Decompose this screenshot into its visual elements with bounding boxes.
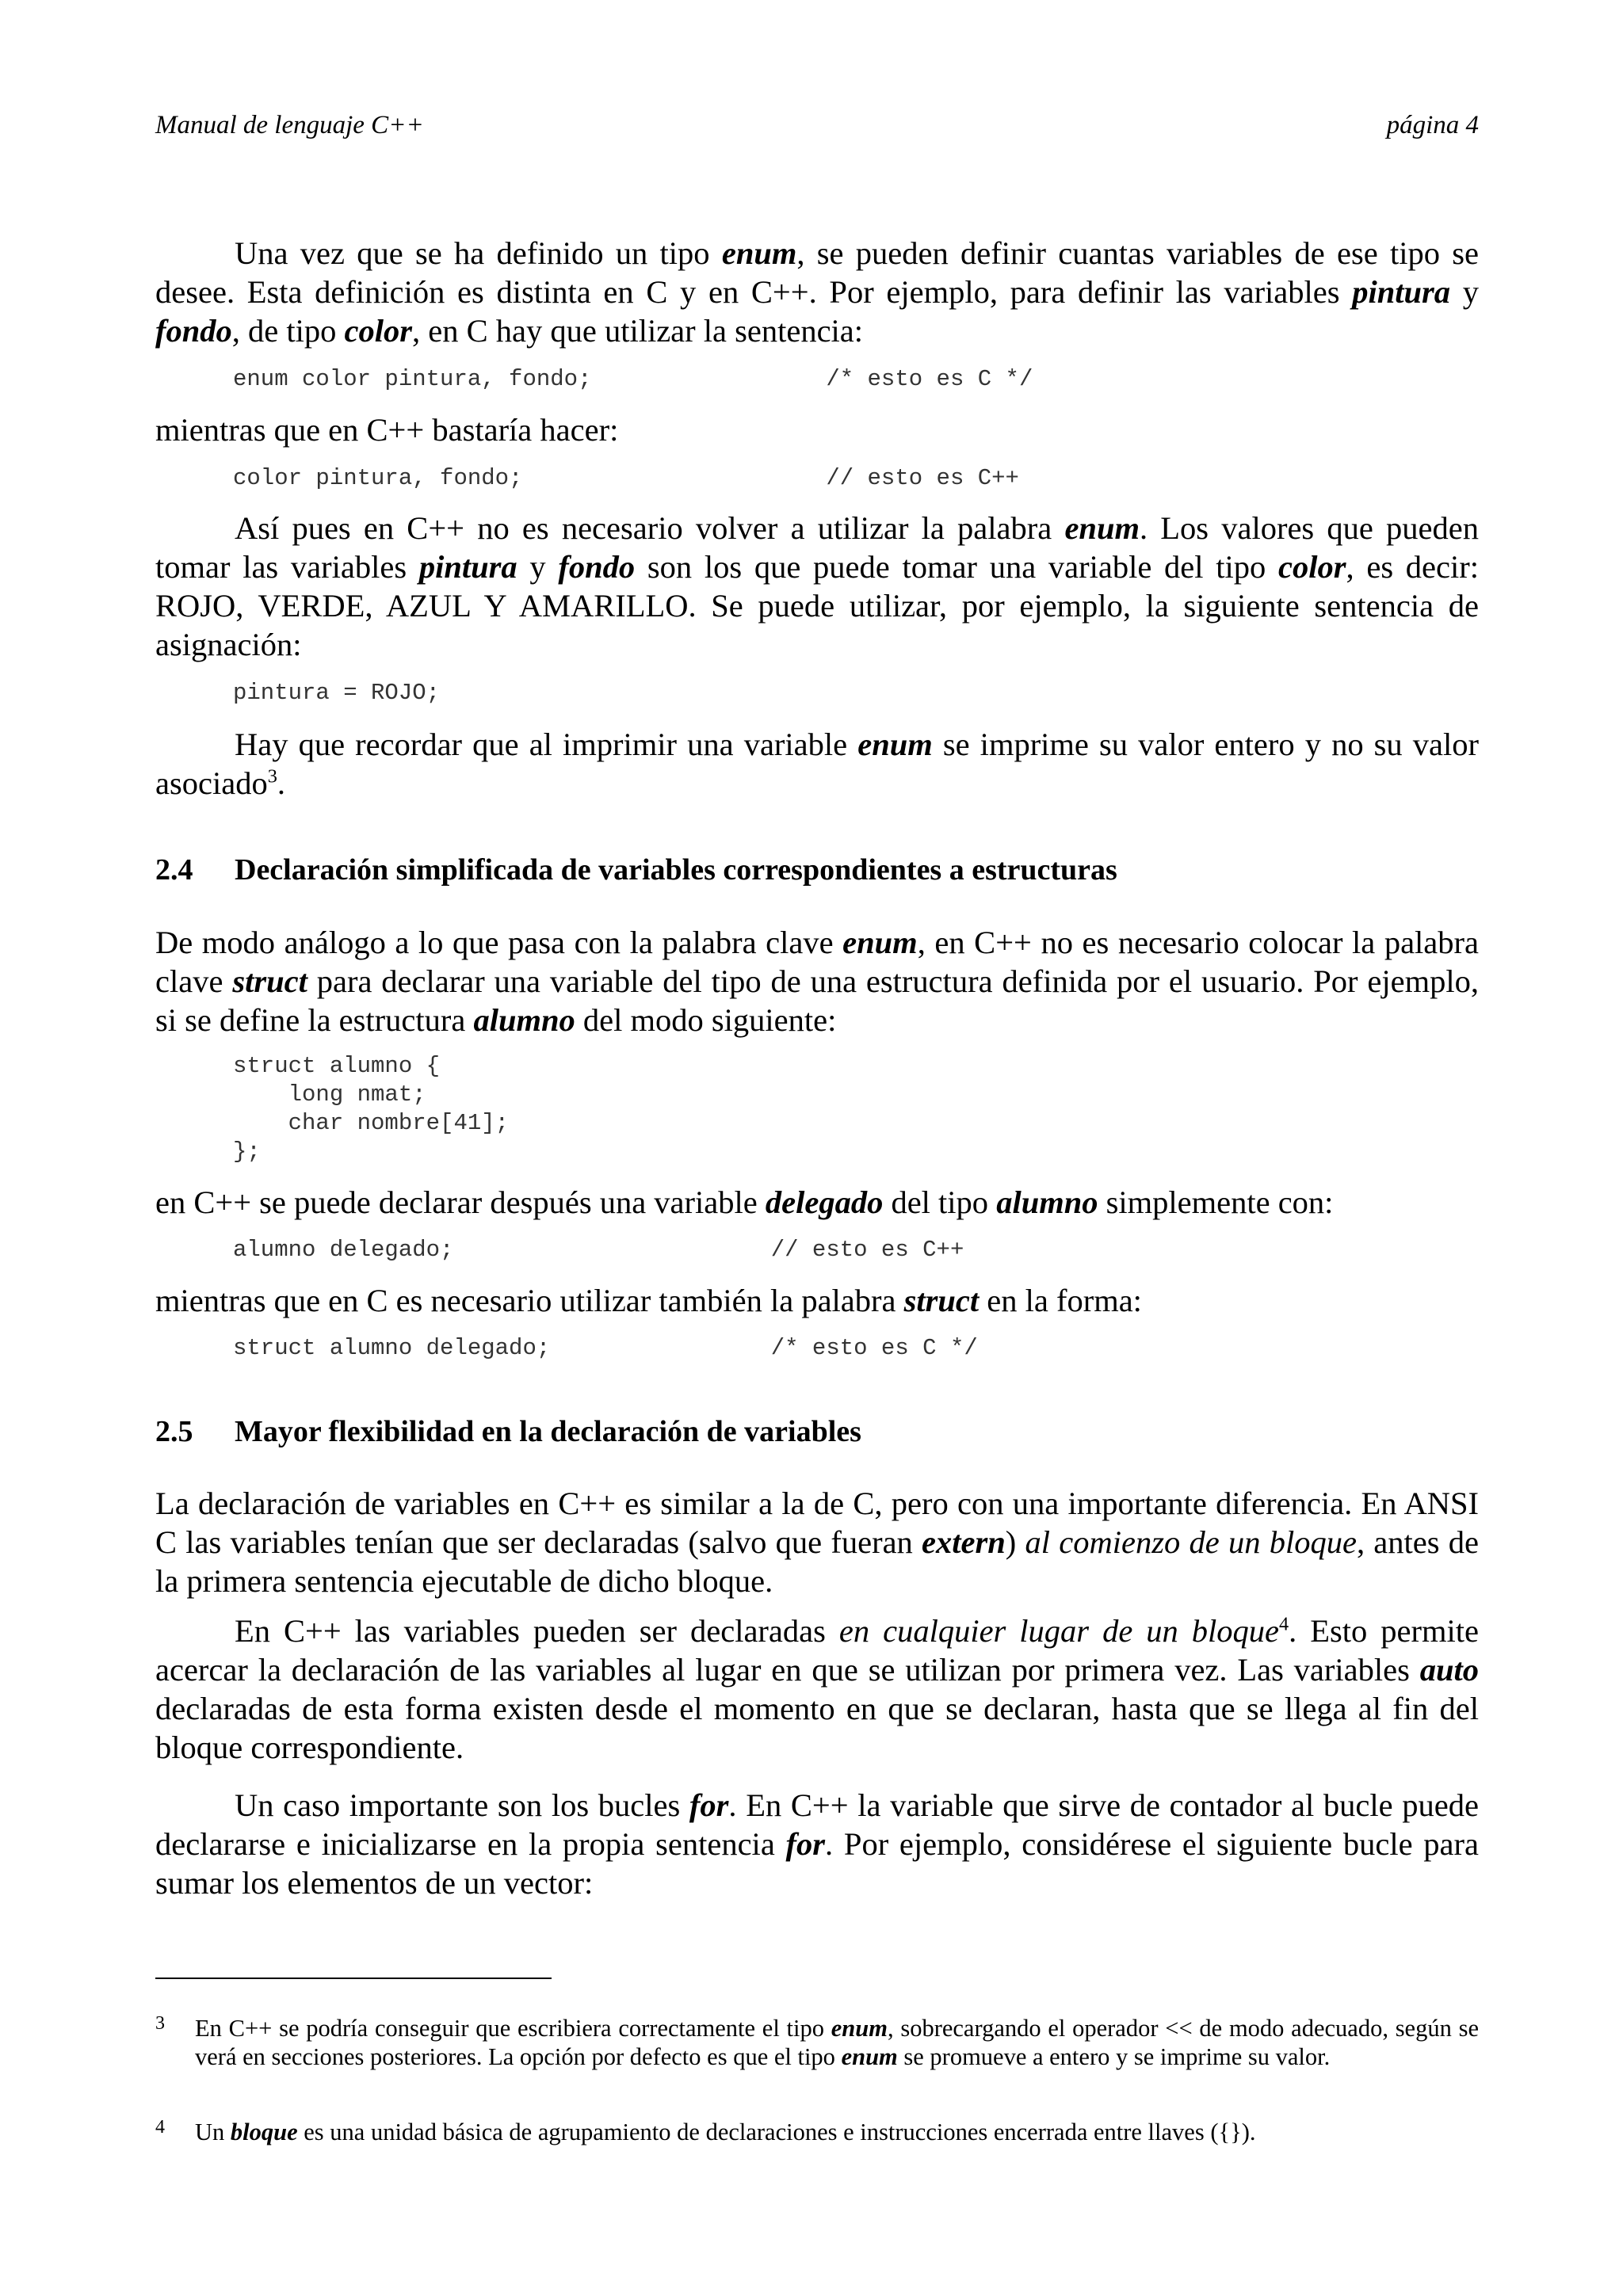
text: En C++ las variables pueden ser declaradas <box>235 1613 839 1649</box>
keyword-auto: auto <box>1419 1652 1479 1688</box>
text: del modo siguiente: <box>575 1002 837 1038</box>
footnote-mark: 3 <box>155 2013 165 2034</box>
section-title: Mayor flexibilidad en la declaración de variables <box>235 1415 861 1448</box>
text: . <box>277 765 285 801</box>
keyword-struct: struct <box>232 963 307 999</box>
keyword-alumno: alumno <box>996 1184 1098 1220</box>
code-struct-alumno: struct alumno { long nmat; char nombre[41]; }; <box>233 1053 510 1165</box>
paragraph-struct-cpp <box>155 1183 1479 1222</box>
text: . Los valores que pueden tomar las variables <box>155 510 1480 585</box>
paragraph-struct-c <box>155 1281 1479 1320</box>
paragraph-struct-intro <box>155 923 1479 1039</box>
keyword-extern: extern <box>922 1524 1006 1560</box>
keyword-color: color <box>344 313 412 349</box>
paragraph-declaration-diff <box>155 1484 1479 1600</box>
text: ) <box>1005 1524 1025 1560</box>
text: . En C++ la variable que sirve de contador al bucle puede declararse e inicializarse en la propia sentencia <box>155 1787 1479 1862</box>
keyword-enum: enum <box>1064 510 1140 546</box>
text: , se pueden definir cuantas variables de ese tipo se desee. Esta definición es distinta en C y en C++. Por ejemplo, para definir las variables <box>155 235 1479 310</box>
code-delegado-c: struct alumno delegado; /* esto es C */ <box>233 1335 978 1361</box>
paragraph-enum-print <box>155 725 1479 803</box>
paragraph-for-loops <box>155 1786 1479 1902</box>
keyword-struct: struct <box>903 1283 980 1318</box>
text: Un <box>195 2119 231 2145</box>
text: , en C hay que utilizar la sentencia: <box>412 313 864 349</box>
keyword-enum: enum <box>842 925 918 960</box>
text: declaradas de esta forma existen desde el momento en que se declaran, hasta que se llega al fin del bloque correspondiente. <box>155 1691 1479 1765</box>
keyword-enum: enum <box>841 2043 898 2070</box>
keyword-color: color <box>1277 549 1346 585</box>
code-assignment: pintura = ROJO; <box>233 680 441 706</box>
text: , en C++ no es necesario colocar la palabra clave <box>155 925 1479 999</box>
section-title: Declaración simplificada de variables correspondientes a estructuras <box>235 853 1117 887</box>
text: en la forma: <box>979 1283 1142 1318</box>
header-page-number: página 4 <box>1386 111 1479 139</box>
paragraph-enum-values <box>155 509 1479 664</box>
keyword-for: for <box>785 1826 826 1862</box>
section-number: 2.5 <box>155 1415 193 1448</box>
footnote-text <box>195 2014 1479 2071</box>
text: De modo análogo a lo que pasa con la palabra clave <box>155 925 843 960</box>
text: mientras que en C es necesario utilizar también la palabra <box>155 1283 904 1318</box>
keyword-fondo: fondo <box>558 549 636 585</box>
page-header <box>155 111 1479 143</box>
paragraph-enum-definition <box>155 234 1479 350</box>
text: en C++ se puede declarar después una variable <box>155 1184 766 1220</box>
text: Una vez que se ha definido un tipo <box>235 235 722 271</box>
text: , es decir: ROJO, VERDE, AZUL Y AMARILLO. Se puede utilizar, por ejemplo, la siguiente sentencia de asignación: <box>155 549 1479 662</box>
text: , sobrecargando el operador << de modo adecuado, según se verá en secciones posteriores. La opción por defecto es que el tipo <box>195 2015 1480 2070</box>
text: y <box>1450 274 1479 310</box>
code-delegado-cpp: alumno delegado; // esto es C++ <box>233 1237 964 1263</box>
keyword-fondo: fondo <box>155 313 232 349</box>
text: es una unidad básica de agrupamiento de declaraciones e instrucciones encerrada entre llaves ({}). <box>297 2119 1256 2145</box>
text: del tipo <box>883 1184 997 1220</box>
text: se imprime su valor entero y no su valor asociado <box>155 727 1479 801</box>
keyword-enum: enum <box>857 727 933 762</box>
text: , de tipo <box>231 313 345 349</box>
keyword-bloque: bloque <box>230 2119 298 2145</box>
paragraph-cpp-enum: mientras que en C++ bastaría hacer: <box>155 412 619 448</box>
text: Así pues en C++ no es necesario volver a utilizar la palabra <box>235 510 1065 546</box>
footnote-text <box>195 2118 1479 2146</box>
keyword-pintura: pintura <box>418 549 517 585</box>
footnote-mark: 4 <box>155 2117 165 2138</box>
keyword-pintura: pintura <box>1352 274 1451 310</box>
text: . Por ejemplo, considérese el siguiente bucle para sumar los elementos de un vector: <box>155 1826 1479 1901</box>
text: son los que puede tomar una variable del tipo <box>635 549 1278 585</box>
section-heading-2-4 <box>155 852 1117 887</box>
section-number: 2.4 <box>155 853 193 887</box>
text: Hay que recordar que al imprimir una variable <box>235 727 858 762</box>
text: simplemente con: <box>1098 1184 1334 1220</box>
text: . Esto permite acercar la declaración de las variables al lugar en que se utilizan por primera vez. Las variables <box>155 1613 1479 1688</box>
keyword-enum: enum <box>721 235 797 271</box>
keyword-alumno: alumno <box>473 1002 575 1038</box>
keyword-delegado: delegado <box>765 1184 884 1220</box>
text: se promueve a entero y se imprime su valor. <box>897 2043 1331 2070</box>
keyword-for: for <box>689 1787 729 1823</box>
keyword-enum: enum <box>831 2015 888 2042</box>
text: En C++ se podría conseguir que escribiera correctamente el tipo <box>195 2015 831 2042</box>
text: , antes de la primera sentencia ejecutable de dicho bloque. <box>155 1524 1479 1599</box>
paragraph-declaration-anywhere <box>155 1611 1479 1767</box>
code-enum-c: enum color pintura, fondo; /* esto es C */ <box>233 366 1033 392</box>
section-heading-2-5 <box>155 1414 861 1449</box>
header-title: Manual de lenguaje C++ <box>155 111 424 139</box>
text: Un caso importante son los bucles <box>235 1787 689 1823</box>
text: La declaración de variables en C++ es similar a la de C, pero con una importante diferencia. En ANSI C las variables tenían que ser declaradas (salvo que fueran <box>155 1486 1479 1560</box>
footnote-3 <box>155 2014 1479 2071</box>
text: para declarar una variable del tipo de una estructura definida por el usuario. Por ejemplo, si se define la estructura <box>155 963 1479 1038</box>
emphasis: en cualquier lugar de un bloque <box>838 1613 1280 1649</box>
emphasis: al comienzo de un bloque <box>1025 1524 1357 1560</box>
text: y <box>517 549 559 585</box>
footnote-ref-3: 3 <box>267 765 277 788</box>
footnote-ref-4: 4 <box>1279 1613 1289 1635</box>
footnote-4 <box>155 2118 1479 2146</box>
code-enum-cpp: color pintura, fondo; // esto es C++ <box>233 465 1019 491</box>
footnote-separator <box>155 1978 552 1979</box>
